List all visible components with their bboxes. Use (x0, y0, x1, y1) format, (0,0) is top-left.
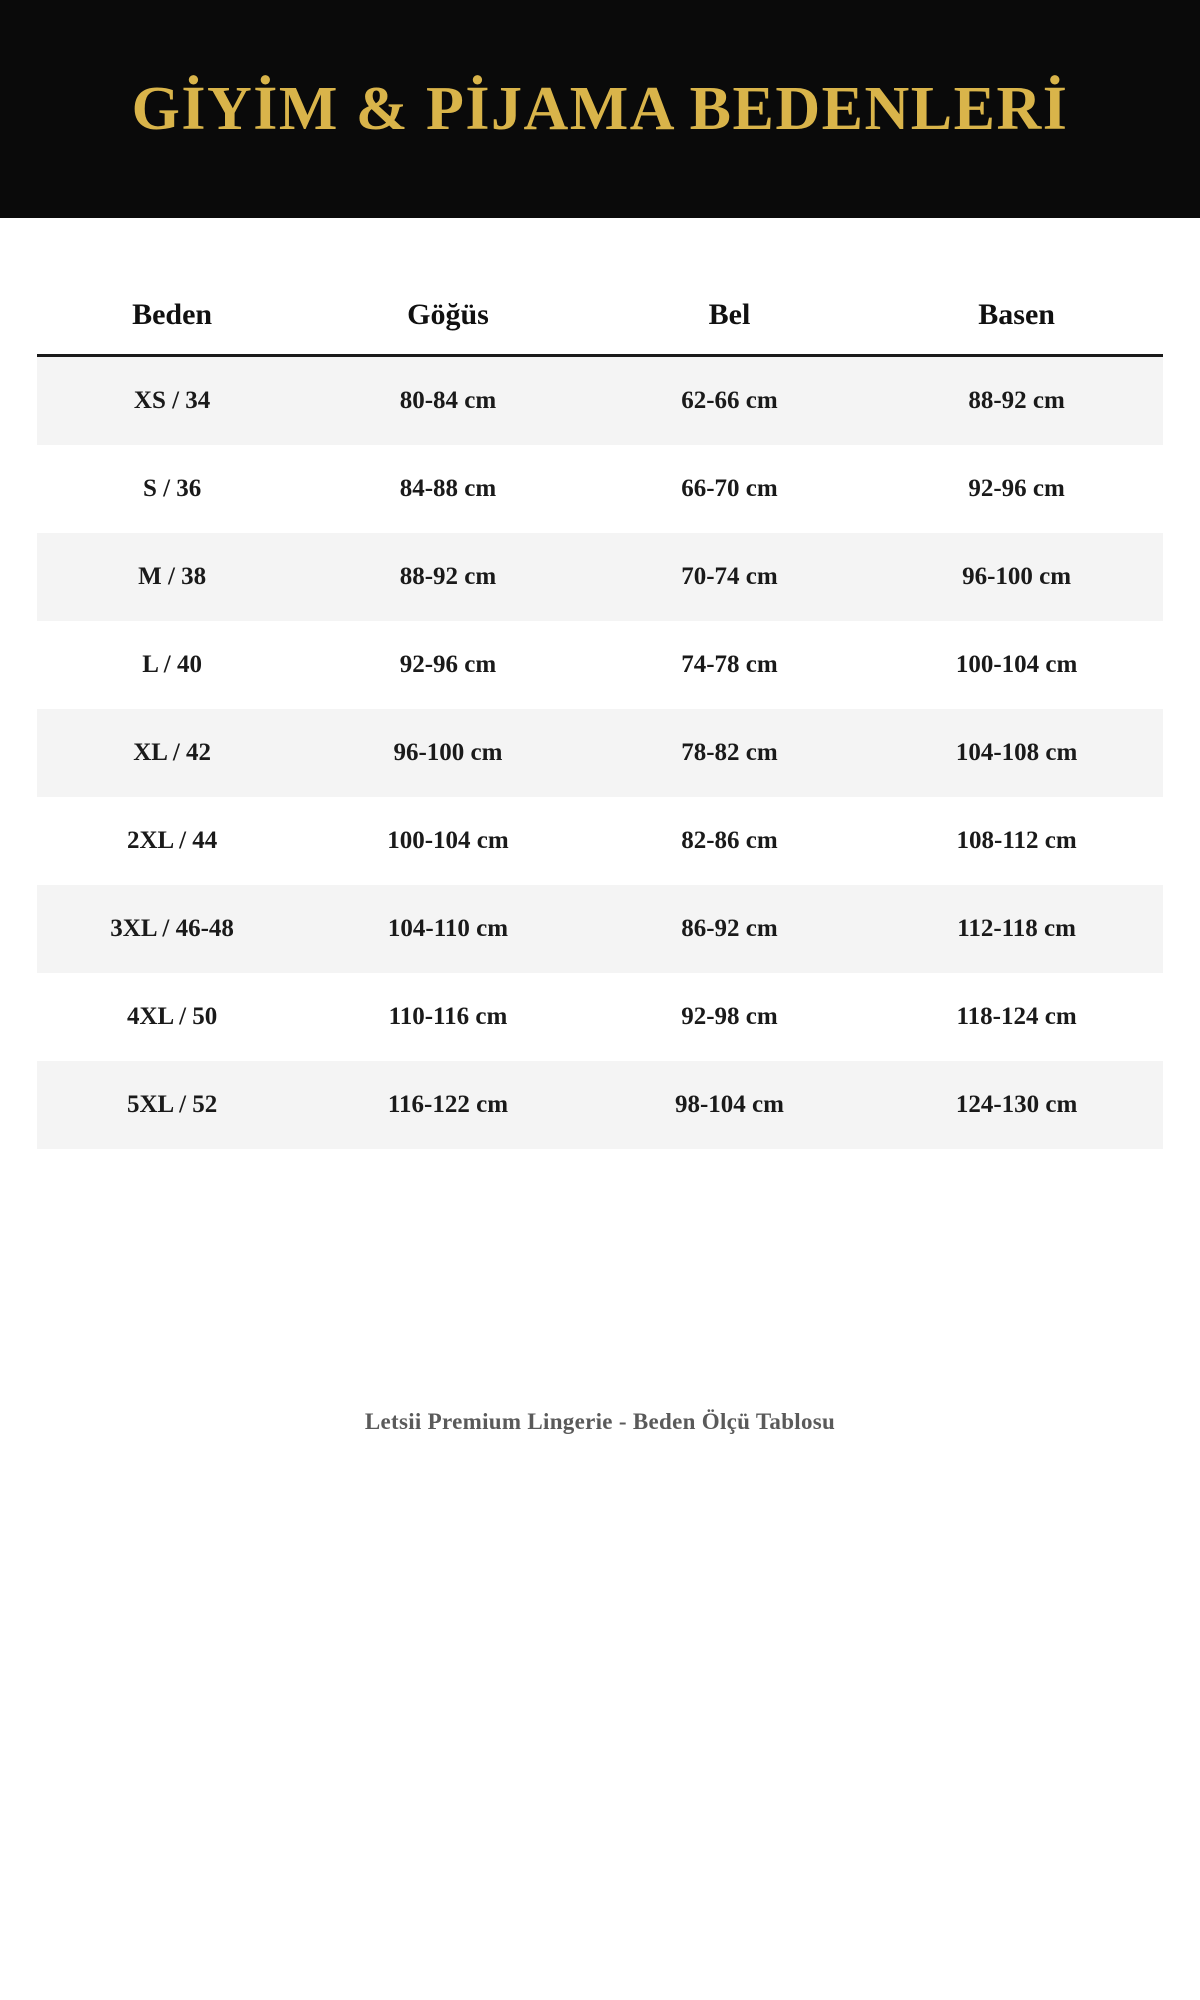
cell-bel: 66-70 cm (589, 445, 871, 533)
cell-basen: 124-130 cm (870, 1061, 1163, 1149)
cell-basen: 118-124 cm (870, 973, 1163, 1061)
table-row (37, 621, 1163, 709)
column-header-beden: Beden (37, 284, 307, 356)
cell-gogus: 110-116 cm (307, 973, 589, 1061)
table-header (37, 284, 1163, 356)
size-table-container (37, 284, 1163, 1149)
cell-basen: 112-118 cm (870, 885, 1163, 973)
cell-bel: 92-98 cm (589, 973, 871, 1061)
column-header-basen: Basen (870, 284, 1163, 356)
cell-bel: 74-78 cm (589, 621, 871, 709)
table-row (37, 356, 1163, 446)
size-table (37, 284, 1163, 1149)
cell-beden: L / 40 (37, 621, 307, 709)
page-title: GİYİM & PİJAMA BEDENLERİ (131, 74, 1069, 143)
cell-basen: 92-96 cm (870, 445, 1163, 533)
table-row (37, 709, 1163, 797)
cell-bel: 62-66 cm (589, 356, 871, 446)
cell-beden: 3XL / 46-48 (37, 885, 307, 973)
cell-beden: 5XL / 52 (37, 1061, 307, 1149)
column-header-bel: Bel (589, 284, 871, 356)
table-row (37, 797, 1163, 885)
table-row (37, 445, 1163, 533)
cell-gogus: 84-88 cm (307, 445, 589, 533)
cell-gogus: 92-96 cm (307, 621, 589, 709)
column-header-gogus: Göğüs (307, 284, 589, 356)
cell-bel: 78-82 cm (589, 709, 871, 797)
cell-beden: M / 38 (37, 533, 307, 621)
table-row (37, 885, 1163, 973)
cell-bel: 82-86 cm (589, 797, 871, 885)
cell-gogus: 116-122 cm (307, 1061, 589, 1149)
cell-gogus: 88-92 cm (307, 533, 589, 621)
cell-basen: 108-112 cm (870, 797, 1163, 885)
cell-beden: S / 36 (37, 445, 307, 533)
table-row (37, 973, 1163, 1061)
cell-basen: 104-108 cm (870, 709, 1163, 797)
cell-bel: 70-74 cm (589, 533, 871, 621)
cell-basen: 88-92 cm (870, 356, 1163, 446)
cell-gogus: 96-100 cm (307, 709, 589, 797)
cell-beden: XL / 42 (37, 709, 307, 797)
cell-basen: 96-100 cm (870, 533, 1163, 621)
cell-bel: 98-104 cm (589, 1061, 871, 1149)
cell-beden: XS / 34 (37, 356, 307, 446)
cell-beden: 4XL / 50 (37, 973, 307, 1061)
table-row (37, 1061, 1163, 1149)
cell-gogus: 100-104 cm (307, 797, 589, 885)
table-body (37, 356, 1163, 1150)
table-row (37, 533, 1163, 621)
footer (37, 1409, 1163, 1435)
cell-basen: 100-104 cm (870, 621, 1163, 709)
cell-beden: 2XL / 44 (37, 797, 307, 885)
cell-gogus: 80-84 cm (307, 356, 589, 446)
cell-gogus: 104-110 cm (307, 885, 589, 973)
header-banner (0, 0, 1200, 218)
table-header-row (37, 284, 1163, 356)
footer-caption: Letsii Premium Lingerie - Beden Ölçü Tablosu (364, 1409, 836, 1434)
cell-bel: 86-92 cm (589, 885, 871, 973)
